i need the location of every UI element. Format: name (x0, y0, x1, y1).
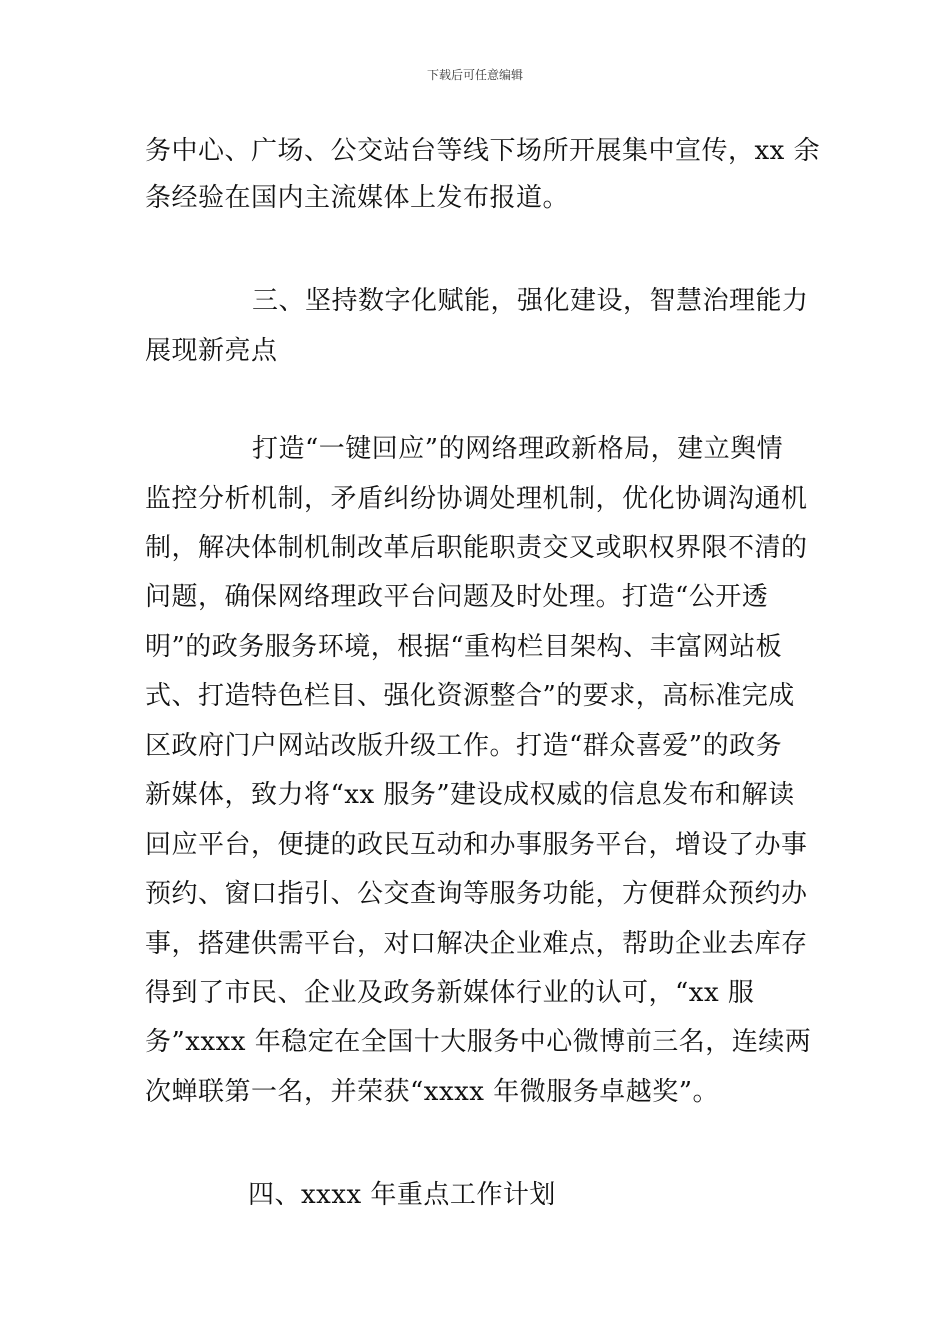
paragraph-line: 式、打造特色栏目、强化资源整合”的要求，高标准完成 (145, 681, 795, 711)
paragraph-line: 次蝉联第一名，并荣获“xxxx 年微服务卓越奖”。 (145, 1077, 720, 1107)
section-heading-3-cont: 展现新亮点 (145, 336, 278, 366)
paragraph-line: 打造“一键回应”的网络理政新格局，建立舆情 (252, 434, 784, 464)
paragraph-line: 得到了市民、企业及政务新媒体行业的认可，“xx 服 (145, 978, 755, 1008)
paragraph-line: 事，搭建供需平台，对口解决企业难点，帮助企业去库存 (145, 929, 808, 959)
paragraph-line: 问题，确保网络理政平台问题及时处理。打造“公开透 (145, 582, 769, 612)
paragraph-line: 回应平台，便捷的政民互动和办事服务平台，增设了办事 (145, 830, 808, 860)
paragraph-line: 务”xxxx 年稳定在全国十大服务中心微博前三名，连续两 (145, 1027, 812, 1057)
section-heading-4: 四、xxxx 年重点工作计划 (248, 1180, 556, 1210)
paragraph-line: 区政府门户网站改版升级工作。打造“群众喜爱”的政务 (145, 731, 783, 761)
paragraph-line: 新媒体，致力将“xx 服务”建设成权威的信息发布和解读 (145, 780, 795, 810)
paragraph-line: 条经验在国内主流媒体上发布报道。 (145, 183, 570, 213)
section-heading-3: 三、坚持数字化赋能，强化建设，智慧治理能力 (252, 286, 809, 316)
paragraph-line: 预约、窗口指引、公交查询等服务功能，方便群众预约办 (145, 879, 808, 909)
paragraph-line: 务中心、广场、公交站台等线下场所开展集中宣传，xx 余 (145, 136, 821, 166)
paragraph-line: 明”的政务服务环境，根据“重构栏目架构、丰富网站板 (145, 632, 783, 662)
page-header-note: 下载后可任意编辑 (426, 68, 523, 82)
paragraph-line: 制，解决体制机制改革后职能职责交叉或职权界限不清的 (145, 533, 808, 563)
paragraph-line: 监控分析机制，矛盾纠纷协调处理机制，优化协调沟通机 (145, 484, 808, 514)
